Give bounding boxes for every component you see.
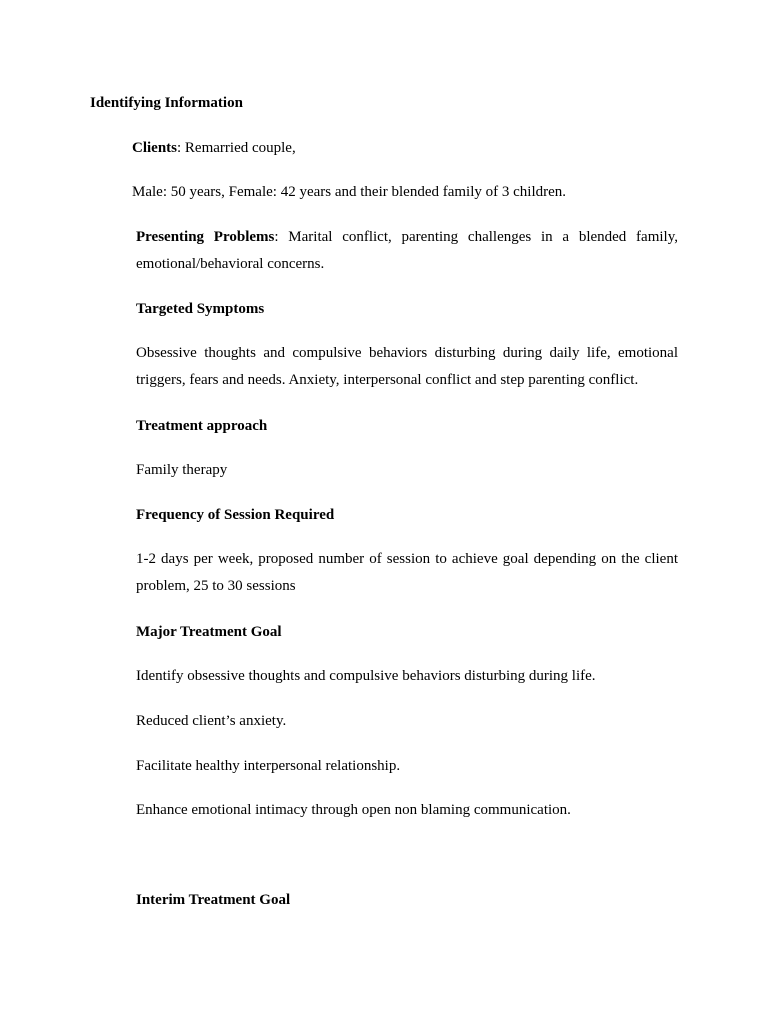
interim-goal-heading: Interim Treatment Goal bbox=[136, 892, 291, 908]
demographics-line: Male: 50 years, Female: 42 years and their blended family of 3 children. bbox=[132, 184, 567, 200]
presenting-problems-value: : Marital conflict, parenting challenges in a blended family, emotional/behavioral concerns. bbox=[136, 229, 678, 272]
clients-line bbox=[132, 139, 296, 157]
frequency-heading: Frequency of Session Required bbox=[136, 507, 335, 523]
targeted-symptoms-heading: Targeted Symptoms bbox=[136, 301, 265, 317]
presenting-problems-paragraph bbox=[136, 224, 678, 278]
frequency-text: 1-2 days per week, proposed number of session to achieve goal depending on the client problem, 25 to 30 sessions bbox=[136, 551, 678, 594]
major-goal-item: Reduced client’s anxiety. bbox=[136, 713, 287, 729]
treatment-approach-text: Family therapy bbox=[136, 462, 228, 478]
major-goal-item: Enhance emotional intimacy through open non blaming communication. bbox=[136, 802, 571, 818]
section-heading: Identifying Information bbox=[90, 95, 243, 111]
clients-value: : Remarried couple, bbox=[177, 140, 296, 156]
targeted-symptoms-text: Obsessive thoughts and compulsive behaviors disturbing during daily life, emotional triggers, fears and needs. Anxiety, interpersonal conflict and step parenting conflict. bbox=[136, 345, 678, 388]
major-goal-item: Identify obsessive thoughts and compulsive behaviors disturbing during life. bbox=[136, 668, 596, 684]
treatment-approach-heading: Treatment approach bbox=[136, 418, 268, 434]
presenting-problems-label: Presenting Problems bbox=[136, 229, 275, 245]
major-goal-heading: Major Treatment Goal bbox=[136, 624, 282, 640]
major-goal-item: Facilitate healthy interpersonal relationship. bbox=[136, 758, 401, 774]
clients-label: Clients bbox=[132, 140, 177, 156]
